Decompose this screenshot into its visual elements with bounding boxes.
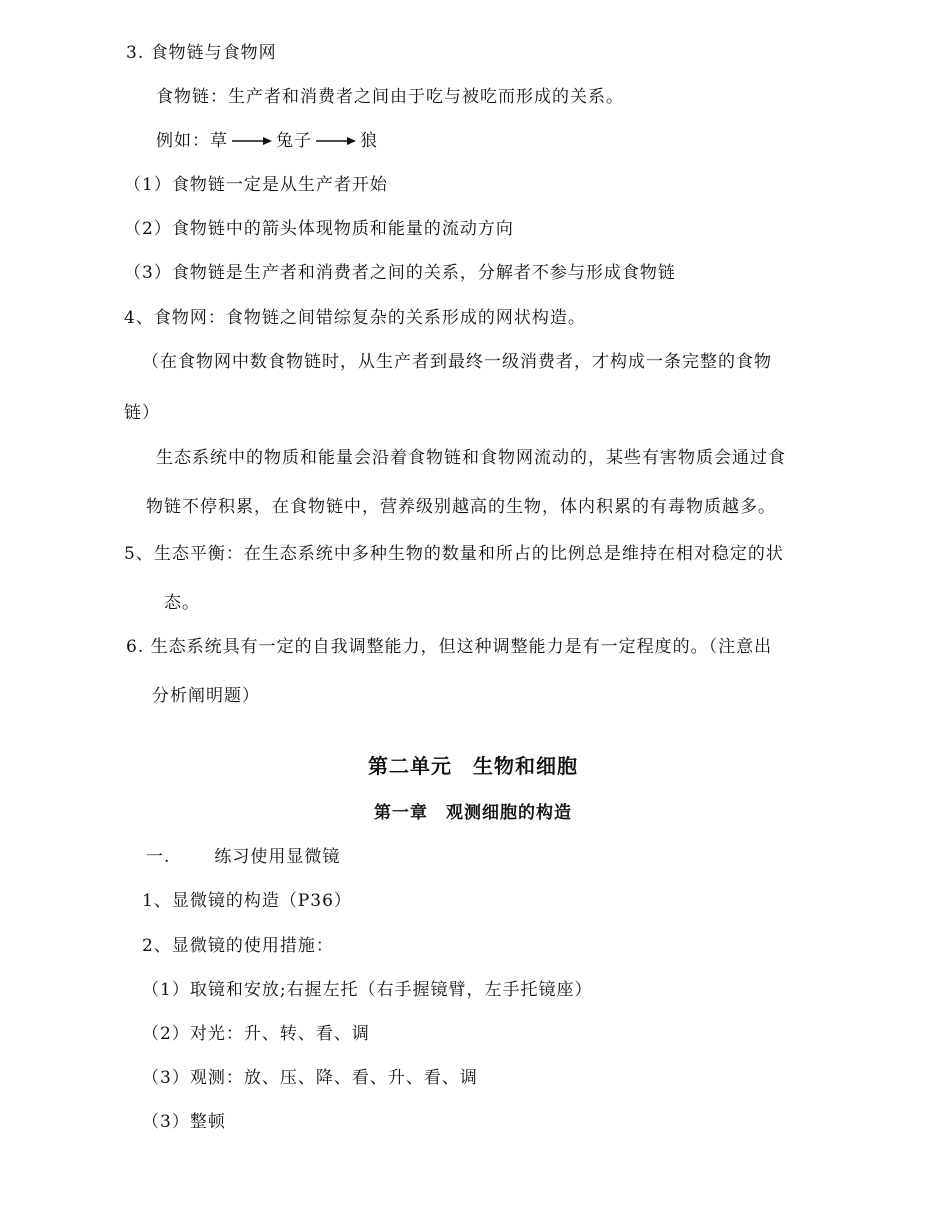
food-chain-definition: 食物链：生产者和消费者之间由于吃与被吃而形成的关系。 xyxy=(156,87,624,107)
example-grass: 例如：草 xyxy=(156,131,228,151)
microscope-item-2: 2、显微镜的使用措施： xyxy=(142,936,334,956)
section-4-title: 4、食物网：食物链之间错综复杂的关系形成的网状构造。 xyxy=(124,308,586,328)
microscope-item-1: 1、显微镜的构造（P36） xyxy=(142,891,352,911)
chapter-title: 第一章 观测细胞的构造 xyxy=(374,803,572,823)
food-chain-point-2: （2）食物链中的箭头体现物质和能量的流动方向 xyxy=(124,219,514,239)
unit-title: 第二单元 生物和细胞 xyxy=(368,754,578,778)
food-chain-example xyxy=(156,130,378,152)
food-web-note-line-1: （在食物网中数食物链时，从生产者到最终一级消费者，才构成一条完整的食物 xyxy=(142,352,772,372)
microscope-step-2: （2）对光：升、转、看、调 xyxy=(142,1024,370,1044)
food-web-note-line-2: 链） xyxy=(124,403,160,423)
section-6-line-2: 分析阐明题） xyxy=(152,686,260,706)
microscope-step-4: （3）整顿 xyxy=(142,1112,226,1132)
example-wolf: 狼 xyxy=(360,131,378,151)
arrow-right-icon xyxy=(316,130,356,152)
food-chain-point-3: （3）食物链是生产者和消费者之间的关系，分解者不参与形成食物链 xyxy=(124,263,676,283)
ecosystem-paragraph-line-2: 物链不停积累，在食物链中，营养级别越高的生物，体内积累的有毒物质越多。 xyxy=(146,497,776,517)
arrow-right-icon xyxy=(232,130,272,152)
food-chain-point-1: （1）食物链一定是从生产者开始 xyxy=(124,175,388,195)
section-3-title: 3. 食物链与食物网 xyxy=(126,43,277,63)
microscope-step-1: （1）取镜和安放;右握左托（右手握镜臂，左手托镜座） xyxy=(142,980,593,1000)
microscope-step-3: （3）观测：放、压、降、看、升、看、调 xyxy=(142,1068,478,1088)
part-title: 练习使用显微镜 xyxy=(214,847,341,867)
section-5-line-1: 5、生态平衡：在生态系统中多种生物的数量和所占的比例总是维持在相对稳定的状 xyxy=(124,544,784,564)
ecosystem-paragraph-line-1: 生态系统中的物质和能量会沿着食物链和食物网流动的，某些有害物质会通过食 xyxy=(156,448,786,468)
microscope-part-heading xyxy=(146,846,340,868)
example-rabbit: 兔子 xyxy=(276,131,312,151)
section-6-line-1: 6. 生态系统具有一定的自我调整能力，但这种调整能力是有一定程度的。（注意出 xyxy=(126,637,773,657)
part-label: 一. xyxy=(146,847,171,867)
section-5-line-2: 态。 xyxy=(164,593,200,613)
